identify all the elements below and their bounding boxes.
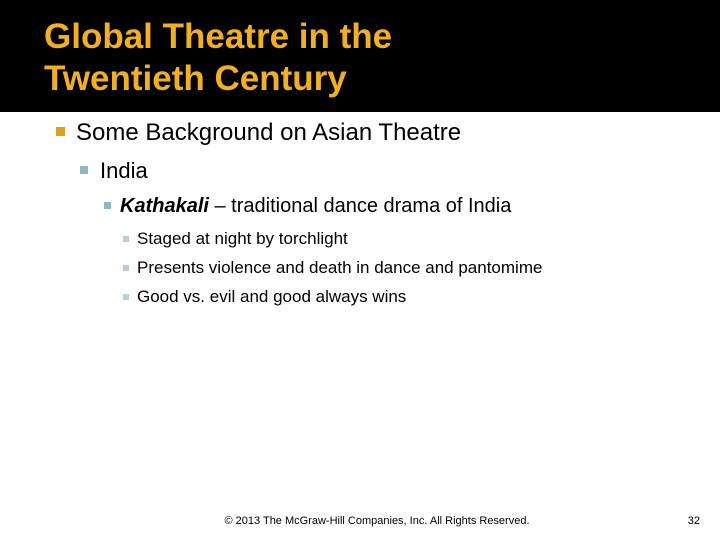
copyright-footer: © 2013 The McGraw-Hill Companies, Inc. All Rights Reserved. xyxy=(224,515,530,527)
slide-title xyxy=(44,16,684,100)
page-number: 32 xyxy=(687,515,700,527)
level2-bullet-marker xyxy=(80,166,88,174)
bullet-india: India xyxy=(100,158,148,183)
bullet-good-vs-evil: Good vs. evil and good always wins xyxy=(137,287,407,306)
level1-bullet-marker xyxy=(56,127,65,136)
level4-bullet-marker xyxy=(123,236,129,242)
kathakali-definition: – traditional dance drama of India xyxy=(208,195,512,217)
bullet-asian-theatre: Some Background on Asian Theatre xyxy=(76,119,462,146)
level4-bullet-marker xyxy=(123,294,129,300)
slide-title-line-1: Global Theatre in the xyxy=(44,17,393,56)
bullet-violence-death: Presents violence and death in dance and pantomime xyxy=(137,258,543,277)
level4-bullet-marker xyxy=(123,265,129,271)
bullet-kathakali xyxy=(120,193,511,219)
level3-bullet-marker xyxy=(104,202,111,209)
kathakali-term: Kathakali xyxy=(120,195,209,217)
bullet-torchlight: Staged at night by torchlight xyxy=(137,229,348,248)
slide-title-line-2: Twentieth Century xyxy=(44,59,347,98)
